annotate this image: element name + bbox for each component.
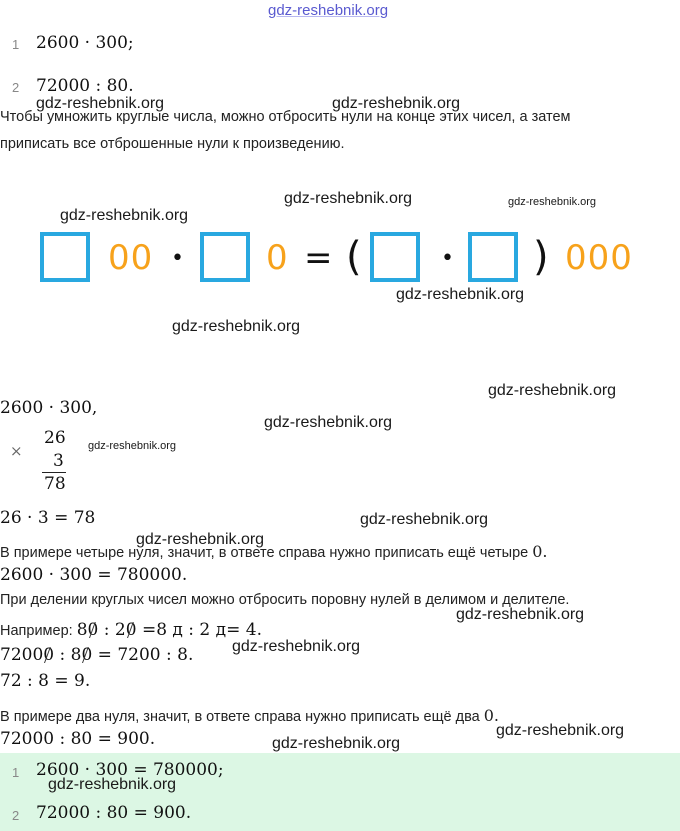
watermark-top: gdz-reshebnik.org (268, 2, 389, 19)
task-number-1: 1 (12, 37, 20, 52)
division-example: Например: 80 : 20 =8 д : 2 д= 4. (0, 620, 262, 640)
rule-text-line-1: Чтобы умножить круглые числа, можно отбросить нули на конце этих чисел, а затем (0, 109, 571, 125)
answer-2: 72000 : 80 = 900. (36, 803, 192, 823)
multiply-sign: × (10, 442, 23, 460)
watermark: gdz-reshebnik.org (332, 95, 461, 112)
answer-1: 2600 · 300 = 780000; (36, 760, 224, 780)
watermark: gdz-reshebnik.org (488, 382, 617, 399)
watermark: gdz-reshebnik.org (396, 286, 525, 303)
watermark-small: gdz-reshebnik.org (88, 440, 177, 452)
watermark: gdz-reshebnik.org (272, 735, 401, 752)
answer-number-1: 1 (12, 765, 20, 780)
watermark: gdz-reshebnik.org (48, 776, 177, 793)
column-result: 78 (44, 474, 66, 494)
column-top-number: 26 (44, 428, 66, 448)
task-2-expression: 72000 : 80. (36, 76, 134, 96)
digit-placeholder-box-3 (370, 232, 420, 282)
task-1-expression: 2600 · 300; (36, 33, 134, 53)
watermark: gdz-reshebnik.org (136, 531, 265, 548)
watermark: gdz-reshebnik.org (232, 638, 361, 655)
rule-text-line-2: приписать все отброшенные нули к произведению. (0, 136, 345, 152)
equation-72div8: 72 : 8 = 9. (0, 671, 91, 691)
appended-zeros: 000 (565, 238, 633, 278)
right-paren: ) (533, 234, 549, 280)
equation-2600x300: 2600 · 300 = 780000. (0, 565, 188, 585)
column-line (42, 472, 66, 473)
equals-sign: = (304, 238, 333, 278)
dropped-zeros-1: 00 (108, 238, 154, 278)
watermark: gdz-reshebnik.org (36, 95, 165, 112)
equation-72000div80: 72000 : 80 = 900. (0, 729, 156, 749)
division-simplification: 72000 : 80 = 7200 : 8. (0, 645, 194, 665)
watermark: gdz-reshebnik.org (172, 318, 301, 335)
digit-placeholder-box-1 (40, 232, 90, 282)
left-paren: ( (346, 234, 362, 280)
task-number-2: 2 (12, 80, 20, 95)
digit-placeholder-box-2 (200, 232, 250, 282)
watermark-small: gdz-reshebnik.org (508, 196, 597, 208)
equation-26x3: 26 · 3 = 78 (0, 508, 96, 528)
explanation-four-zeros: В примере четыре нуля, значит, в ответе справа нужно приписать ещё четыре 0. (0, 542, 548, 561)
multiply-dot-2: • (441, 246, 454, 271)
answer-number-2: 2 (12, 808, 20, 823)
watermark: gdz-reshebnik.org (456, 606, 585, 623)
watermark: gdz-reshebnik.org (496, 722, 625, 739)
watermark: gdz-reshebnik.org (360, 511, 489, 528)
multiply-dot-1: • (171, 246, 184, 271)
division-rule-text: При делении круглых чисел можно отбросить поровну нулей в делимом и делителе. (0, 592, 570, 608)
digit-placeholder-box-4 (468, 232, 518, 282)
column-multiplier: 3 (53, 451, 64, 471)
solution-expression: 2600 · 300, (0, 398, 98, 418)
explanation-two-zeros: В примере два нуля, значит, в ответе справа нужно приписать ещё два 0. (0, 706, 499, 725)
watermark: gdz-reshebnik.org (264, 414, 393, 431)
dropped-zeros-2: 0 (266, 238, 289, 278)
watermark: gdz-reshebnik.org (60, 207, 189, 224)
watermark: gdz-reshebnik.org (284, 190, 413, 207)
